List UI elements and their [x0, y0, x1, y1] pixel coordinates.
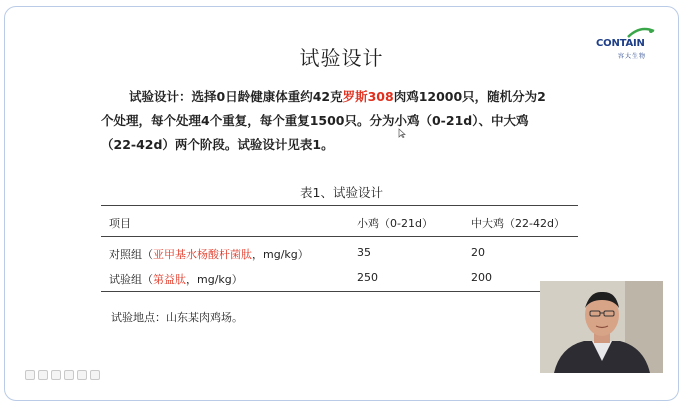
- logo-subtitle: 容大生物: [618, 53, 647, 60]
- table-rule-bottom: [101, 291, 578, 292]
- logo-word: CONTAIN: [596, 38, 645, 49]
- pointer-icon[interactable]: [77, 370, 87, 380]
- table-rule-mid: [101, 236, 578, 237]
- intro-line-3: （22-42d）两个阶段。试验设计见表1。: [101, 137, 334, 152]
- eraser-icon[interactable]: [51, 370, 61, 380]
- table-row-control-label: 对照组（亚甲基水杨酸杆菌肽，mg/kg）: [109, 248, 309, 261]
- table-row-control-chick: 35: [357, 246, 371, 259]
- annotation-toolbar: [25, 370, 100, 384]
- screen-icon[interactable]: [90, 370, 100, 380]
- intro-paragraph: [101, 85, 601, 157]
- pen-icon[interactable]: [25, 370, 35, 380]
- table-header-chick: 小鸡（0-21d）: [357, 217, 433, 230]
- table-header-item: 项目: [109, 217, 131, 230]
- mouse-cursor-icon: [398, 128, 406, 138]
- highlighter-icon[interactable]: [64, 370, 74, 380]
- intro-mid: 肉鸡12000只，随机分为2: [393, 89, 546, 104]
- intro-prefix: 试验设计：选择0日龄健康体重约42克: [129, 89, 343, 104]
- table-header-grower: 中大鸡（22-42d）: [471, 217, 565, 230]
- table-caption: 表1、试验设计: [300, 185, 383, 200]
- presenter-image: [540, 281, 663, 373]
- intro-breed: 罗斯308: [342, 89, 394, 104]
- intro-line-1: [101, 85, 601, 109]
- intro-line-2: 个处理，每个处理4个重复，每个重复1500只。分为小鸡（0-21d）、中大鸡: [101, 113, 529, 128]
- table-row-control-grower: 20: [471, 246, 485, 259]
- presenter-video[interactable]: [540, 281, 663, 373]
- table-rule-top: [101, 205, 578, 206]
- save-icon[interactable]: [38, 370, 48, 380]
- table-row-test-label: 试验组（第益肽，mg/kg）: [109, 273, 243, 286]
- trial-location-note: 试验地点：山东某肉鸡场。: [111, 311, 243, 324]
- slide-title: 试验设计: [299, 46, 384, 70]
- table-row-test-chick: 250: [357, 271, 378, 284]
- table-row-test-grower: 200: [471, 271, 492, 284]
- presentation-frame: [4, 6, 679, 401]
